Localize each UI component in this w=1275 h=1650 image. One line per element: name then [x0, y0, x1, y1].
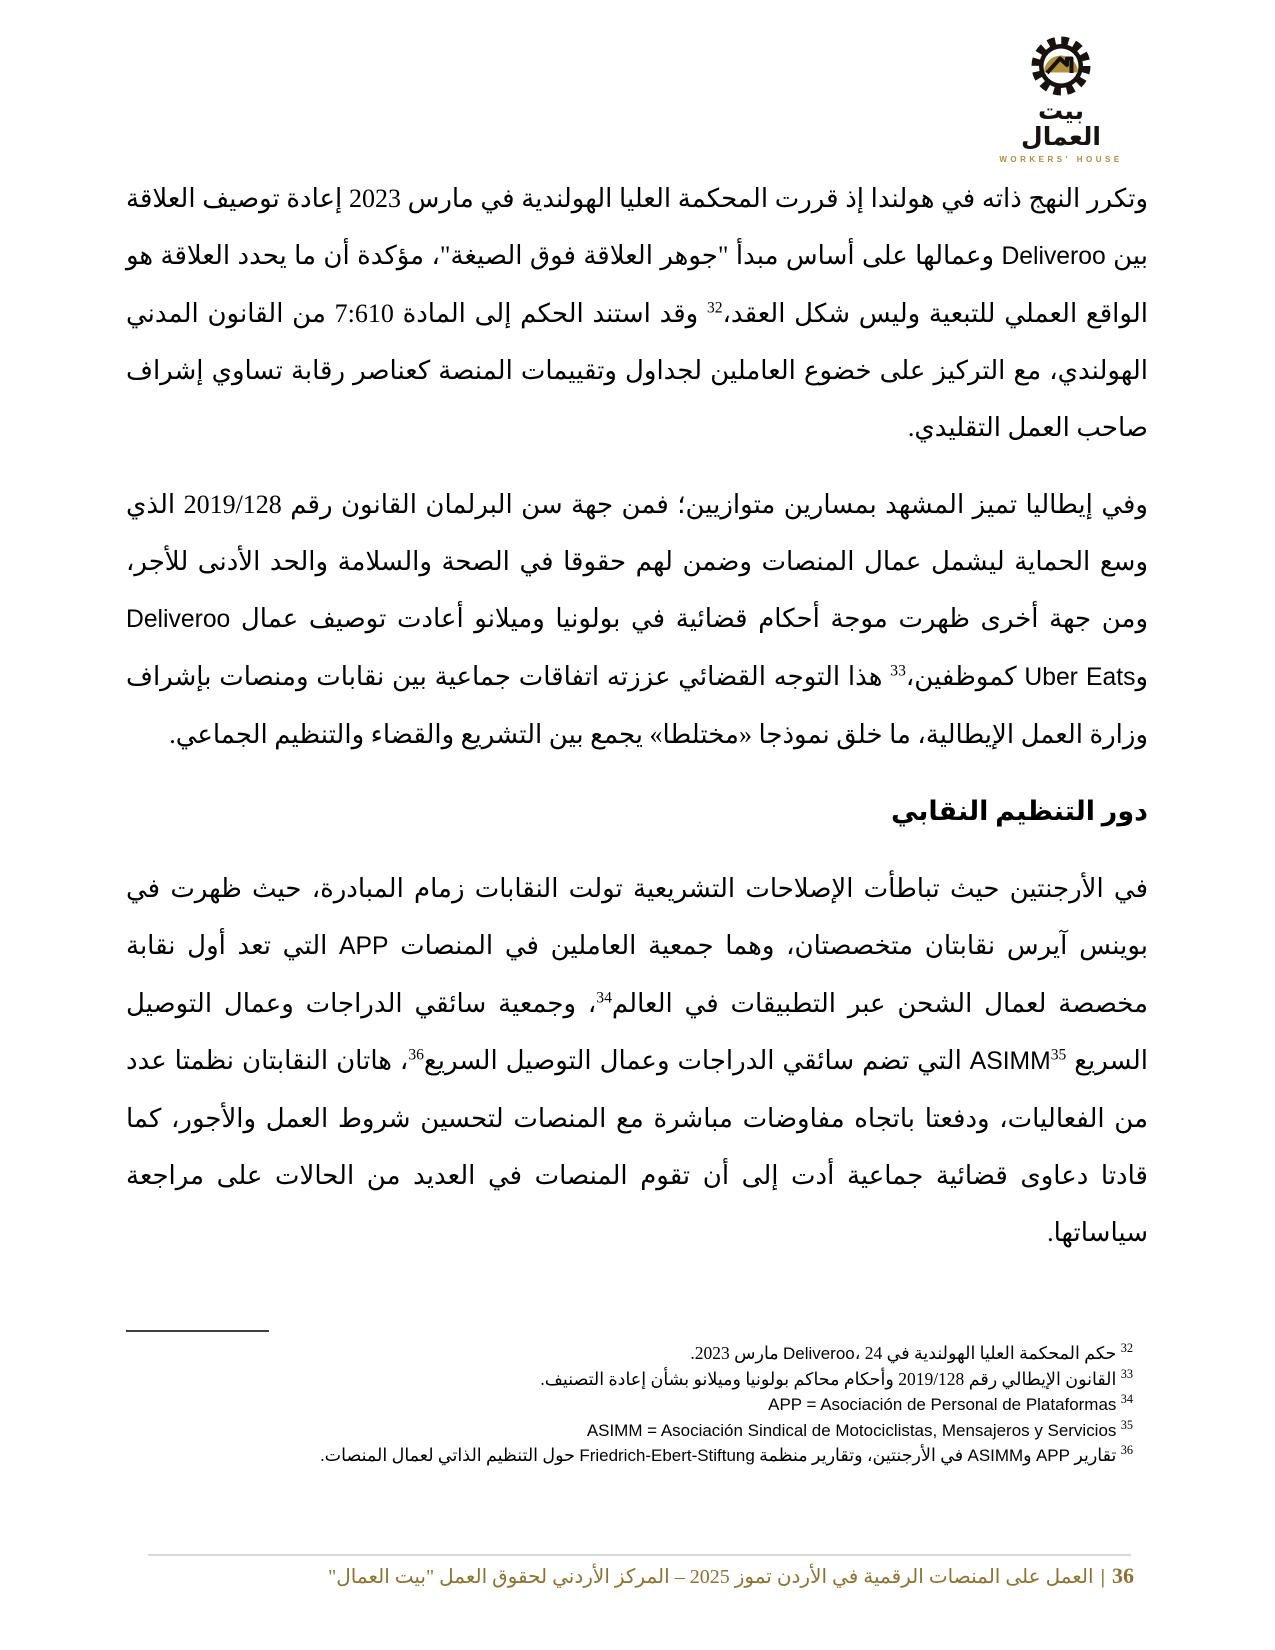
section-heading: دور التنظيم النقابي: [890, 796, 1148, 826]
footnote: [126, 1443, 1133, 1469]
text-run: في الأرجنتين حيث تباطأت الإصلاحات التشريعية تولت النقابات زمام المبادرة، حيث ظهرت في بوينس آيرس نقابتان متخصصتان، وهما جمعية العاملين في المنصات: [126, 874, 1148, 960]
footnote-text-run: تقارير: [1069, 1445, 1117, 1465]
footnote-text-run: في الأرجنتين، وتقارير منظمة: [754, 1445, 968, 1465]
footnote-separator-rule: [126, 1330, 269, 1332]
logo-title-line2: العمال: [1021, 122, 1101, 151]
footnote-text-run: APP: [1035, 1446, 1070, 1465]
workers-house-logo: [996, 36, 1126, 164]
footnote-text-run: حكم المحكمة العليا الهولندية في: [882, 1343, 1117, 1363]
footnote-text-run: حول التنظيم الذاتي لعمال المنصات.: [320, 1445, 580, 1465]
paragraph: [126, 170, 1148, 456]
footnote-text-run: و: [1023, 1445, 1036, 1465]
footnote-text-run: Deliveroo: [783, 1344, 855, 1363]
footnote-ref: 33: [890, 662, 906, 680]
text-run: التي تعد أول نقابة مخصصة لعمال الشحن عبر التطبيقات في العالم: [126, 931, 1149, 1018]
footnote-ref: 32: [706, 299, 723, 317]
footnote-ref: 35: [1050, 1046, 1067, 1064]
footnote-ref: 34: [596, 989, 612, 1007]
footnote-text-run: Friedrich-Ebert-Stiftung: [579, 1446, 755, 1465]
document-body: [126, 170, 1148, 1281]
text-run: ، هاتان النقابتان نظمتا عدد من الفعاليات، ودفعتا باتجاه مفاوضات مباشرة مع المنصات لتحسين شروط العمل والأجور، كما قادتا دعاوى قضائية جماعية أدت إلى أن تقوم المنصات في العديد من الحالات على مراجعة سياساتها.: [126, 1046, 1148, 1247]
footnote-number: 32: [1120, 1341, 1133, 1356]
text-run: و: [1135, 662, 1148, 691]
footnote-text-run: APP = Asociación de Personal de Plataformas: [768, 1395, 1117, 1414]
text-run: Deliveroo: [126, 606, 231, 633]
footnote-number: 34: [1120, 1392, 1133, 1407]
footnote-number: 33: [1120, 1366, 1133, 1381]
paragraph: [126, 476, 1148, 763]
footnote-number: 36: [1120, 1443, 1133, 1458]
text-run: وعمالها على أساس مبدأ "جوهر العلاقة فوق الصيغة"، مؤكدة أن ما يحدد العلاقة هو الواقع العملي للتبعية وليس شكل العقد،: [126, 241, 1148, 328]
text-run: التي تضم سائقي الدراجات وعمال التوصيل السريع: [423, 1046, 970, 1075]
footnote-text-run: القانون الإيطالي رقم 2019/128 وأحكام محاكم بولونيا وميلانو بشأن إعادة التصنيف.: [540, 1368, 1117, 1389]
footer-rule: [148, 1554, 1131, 1556]
page-number: 36: [1112, 1563, 1134, 1588]
logo-title-line1: بيت: [1037, 96, 1085, 125]
text-run: وتكرر النهج ذاته في هولندا إذ قررت المحكمة العليا الهولندية في مارس 2023 إعادة توصيف العلاقة بين: [126, 184, 1149, 270]
text-run: APP: [339, 933, 389, 960]
footer-title: العمل على المنصات الرقمية في الأردن تموز 2025 – المركز الأردني لحقوق العمل "بيت العمال": [328, 1566, 1094, 1588]
text-run: وقد استند الحكم إلى المادة 7:610 من القانون المدني الهولندي، مع التركيز على خضوع العاملين لجداول وتقييمات المنصة كعناصر رقابة تساوي إشراف صاحب العمل التقليدي.: [126, 299, 1148, 442]
text-run: Deliveroo: [1001, 243, 1106, 270]
footnote-text-run: ASIMM: [967, 1446, 1024, 1465]
footnote-number: 35: [1120, 1417, 1133, 1432]
text-run: وفي إيطاليا تميز المشهد بمسارين متوازيين؛ فمن جهة سن البرلمان القانون رقم 2019/128 الذي وسع الحماية ليشمل عمال المنصات وضمن لهم حقوقا في الصحة والسلامة والحد الأدنى للأجر، ومن جهة أخرى ظهرت موجة أحكام قضائية في بولونيا وميلانو أعادت توصيف عمال: [126, 490, 1148, 633]
footnote-text-run: ، 24 مارس 2023.: [690, 1343, 883, 1363]
footnotes-list: [126, 1341, 1133, 1469]
logo-subtitle: WORKERS' HOUSE: [999, 155, 1123, 164]
footnote: [126, 1341, 1133, 1367]
gear-house-icon: [1018, 36, 1104, 98]
text-run: ، وجمعية سائقي الدراجات وعمال التوصيل السريع: [126, 989, 1148, 1075]
footnote: [126, 1392, 1133, 1418]
text-run: هذا التوجه القضائي عززته اتفاقات جماعية بين نقابات ومنصات بإشراف وزارة العمل الإيطالية، ما خلق نموذجا «مختلطا» يجمع بين التشريع والقضاء والتنظيم الجماعي.: [126, 662, 1148, 749]
text-run: ASIMM: [969, 1048, 1051, 1075]
footnote-ref: 36: [408, 1046, 424, 1064]
footnote: [126, 1418, 1133, 1444]
footnote: [126, 1367, 1133, 1393]
footnote-text-run: ASIMM = Asociación Sindical de Motociclistas, Mensajeros y Servicios: [586, 1420, 1117, 1440]
paragraph: [126, 860, 1148, 1261]
text-run: كموظفين،: [905, 662, 1025, 691]
text-run: Uber Eats: [1024, 664, 1136, 691]
footer-separator: |: [1100, 1566, 1105, 1588]
page-footer: [328, 1563, 1134, 1590]
